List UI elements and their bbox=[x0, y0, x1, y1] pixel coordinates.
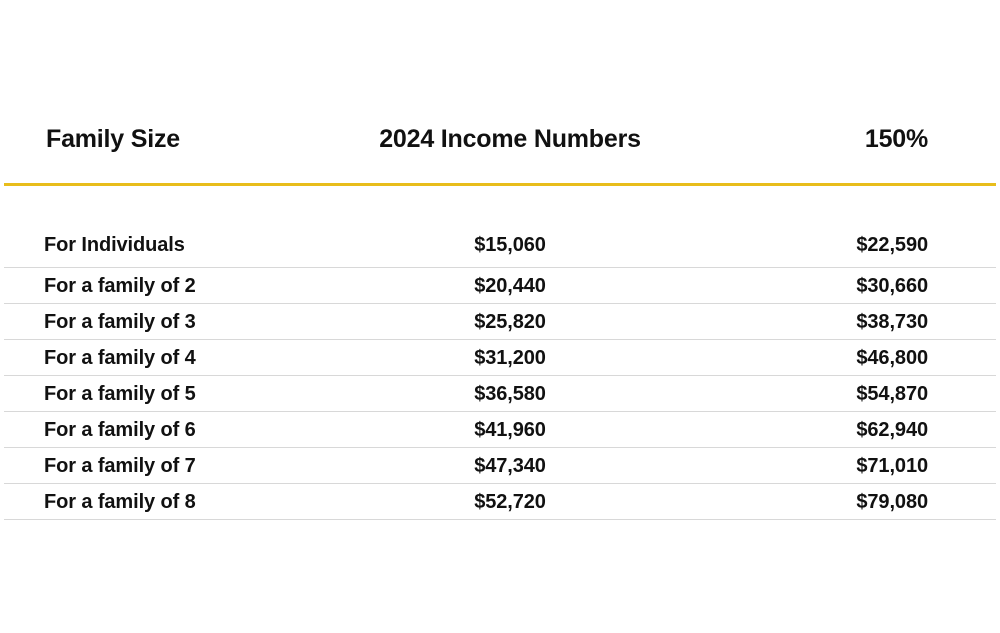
table-row bbox=[0, 340, 1000, 376]
row-divider bbox=[4, 519, 996, 520]
cell-income: $15,060 bbox=[474, 233, 546, 256]
cell-income: $52,720 bbox=[474, 490, 546, 513]
header-divider bbox=[4, 183, 996, 186]
cell-percent: $62,940 bbox=[856, 418, 928, 441]
table-header-row bbox=[0, 108, 1000, 170]
table-row bbox=[0, 222, 1000, 268]
cell-family-size: For Individuals bbox=[44, 233, 185, 256]
cell-family-size: For a family of 4 bbox=[44, 346, 196, 369]
cell-family-size: For a family of 7 bbox=[44, 454, 196, 477]
cell-income: $25,820 bbox=[474, 310, 546, 333]
table-row bbox=[0, 448, 1000, 484]
cell-income: $36,580 bbox=[474, 382, 546, 405]
column-header-family-size: Family Size bbox=[46, 124, 180, 153]
cell-percent: $54,870 bbox=[856, 382, 928, 405]
cell-percent: $46,800 bbox=[856, 346, 928, 369]
cell-percent: $22,590 bbox=[856, 233, 928, 256]
cell-percent: $71,010 bbox=[856, 454, 928, 477]
cell-family-size: For a family of 3 bbox=[44, 310, 196, 333]
cell-percent: $38,730 bbox=[856, 310, 928, 333]
column-header-income-numbers: 2024 Income Numbers bbox=[379, 124, 641, 153]
column-header-percent: 150% bbox=[864, 124, 928, 153]
cell-income: $20,440 bbox=[474, 274, 546, 297]
cell-family-size: For a family of 2 bbox=[44, 274, 196, 297]
table-row bbox=[0, 484, 1000, 520]
cell-family-size: For a family of 5 bbox=[44, 382, 196, 405]
cell-family-size: For a family of 8 bbox=[44, 490, 196, 513]
table-row bbox=[0, 376, 1000, 412]
table-body bbox=[0, 222, 1000, 520]
cell-income: $41,960 bbox=[474, 418, 546, 441]
cell-percent: $30,660 bbox=[856, 274, 928, 297]
table-row bbox=[0, 412, 1000, 448]
table-row bbox=[0, 304, 1000, 340]
cell-income: $31,200 bbox=[474, 346, 546, 369]
cell-family-size: For a family of 6 bbox=[44, 418, 196, 441]
table-row bbox=[0, 268, 1000, 304]
cell-income: $47,340 bbox=[474, 454, 546, 477]
cell-percent: $79,080 bbox=[856, 490, 928, 513]
